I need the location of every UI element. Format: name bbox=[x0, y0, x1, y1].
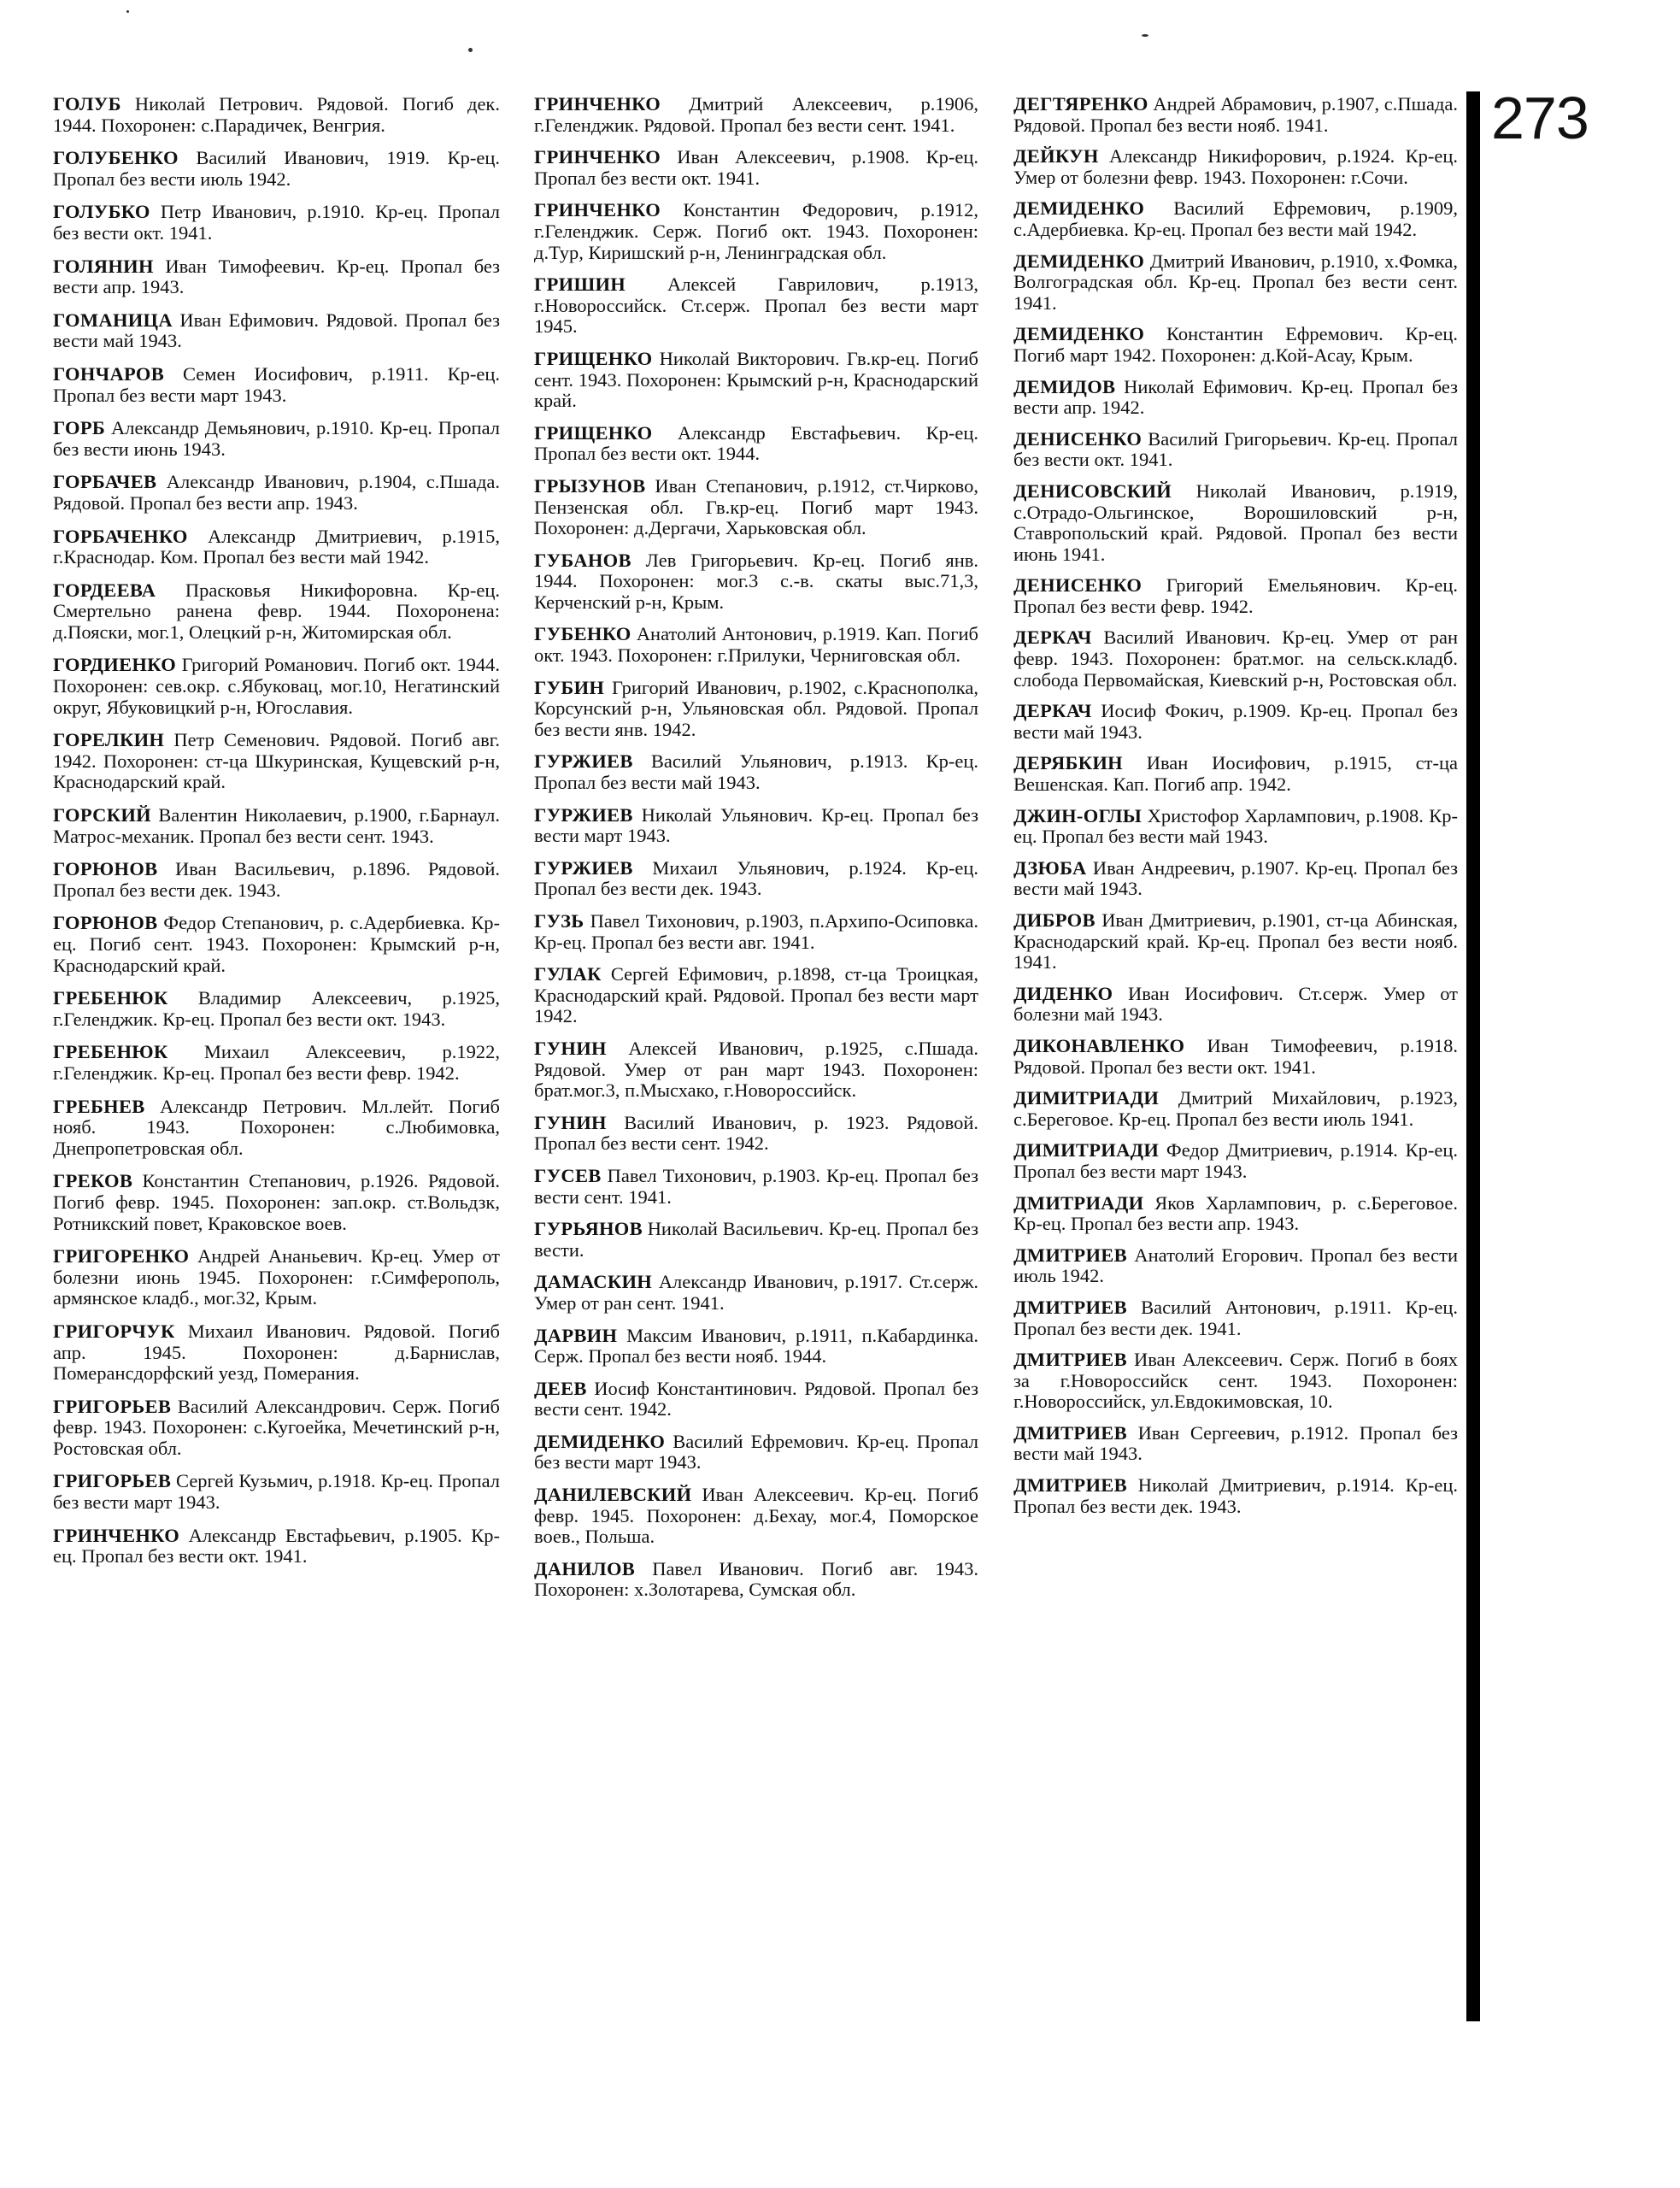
memorial-entry bbox=[534, 550, 978, 614]
memorial-entry bbox=[1013, 1350, 1458, 1413]
memorial-entry bbox=[1013, 1193, 1458, 1235]
memorial-entry bbox=[53, 526, 500, 568]
entry-details: Василий Александрович. Серж. Погиб февр. 1943. Похоронен: с.Кугоейка, Мечетинский р-н, Ростовская обл. bbox=[53, 1395, 500, 1459]
entry-details: Валентин Николаевич, р.1900, г.Барнаул. Матрос-механик. Пропал без вести сент. 1943. bbox=[53, 804, 500, 847]
memorial-entry bbox=[53, 655, 500, 718]
entry-details: Дмитрий Михайлович, р.1923, с.Береговое. Кр-ец. Пропал без вести июль 1941. bbox=[1013, 1087, 1458, 1130]
entry-surname: ГОРСКИЙ bbox=[53, 804, 151, 826]
memorial-entry bbox=[534, 751, 978, 793]
entry-surname: ДАНИЛЕВСКИЙ bbox=[534, 1484, 692, 1506]
entry-surname: ГУНИН bbox=[534, 1037, 607, 1059]
entry-surname: ГОРЮНОВ bbox=[53, 858, 158, 880]
memorial-entry bbox=[534, 911, 978, 953]
print-speck bbox=[468, 48, 473, 52]
entry-surname: ГРИЩЕНКО bbox=[534, 347, 653, 369]
memorial-entry bbox=[534, 423, 978, 465]
entry-surname: ДЕРКАЧ bbox=[1013, 700, 1092, 722]
entry-details: Семен Иосифович, р.1911. Кр-ец. Пропал без вести март 1943. bbox=[53, 362, 501, 406]
memorial-entry bbox=[1013, 575, 1458, 617]
memorial-entry bbox=[1013, 198, 1458, 240]
entry-details: Иван Иосифович, р.1915, ст-ца Вешенская. Кап. Погиб апр. 1942. bbox=[1013, 752, 1459, 796]
entry-details: Александр Дмитриевич, р.1915, г.Краснодар. Ком. Пропал без вести май 1942. bbox=[53, 525, 500, 568]
entry-surname: ДМИТРИЕВ bbox=[1013, 1296, 1127, 1318]
entry-details: Василий Ульянович, р.1913. Кр-ец. Пропал без вести май 1943. bbox=[534, 750, 978, 794]
entry-details: Федор Степанович, р. с.Адербиевка. Кр-ец. Погиб сент. 1943. Похоронен: Крымский р-н, Краснодарский край. bbox=[53, 912, 500, 976]
entry-surname: ДЕМИДЕНКО bbox=[1013, 250, 1145, 272]
entry-surname: ДЗЮБА bbox=[1013, 856, 1087, 879]
entry-surname: ГРЕБНЕВ bbox=[53, 1095, 145, 1117]
memorial-entry bbox=[53, 256, 500, 298]
memorial-entry bbox=[53, 418, 500, 460]
entry-details: Александр Иванович, р.1917. Ст.серж. Умер от ран сент. 1941. bbox=[534, 1271, 978, 1314]
entry-surname: ДИКОНАВЛЕНКО bbox=[1013, 1034, 1185, 1056]
memorial-entry bbox=[1013, 94, 1458, 136]
memorial-entry bbox=[534, 1272, 978, 1314]
entry-surname: ГРЕКОВ bbox=[53, 1170, 133, 1192]
entry-details: Александр Евстафьевич, р.1905. Кр-ец. Пропал без вести окт. 1941. bbox=[53, 1524, 500, 1567]
memorial-entry bbox=[1013, 627, 1458, 691]
entry-details: Иван Алексеевич, р.1908. Кр-ец. Пропал без вести окт. 1941. bbox=[534, 146, 979, 189]
entry-surname: ДЕМИДЕНКО bbox=[1013, 323, 1145, 345]
entry-details: Иван Алексеевич. Серж. Погиб в боях за г.Новороссийск сент. 1943. Похоронен: г.Новороссийск, ул.Евдокимовская, 10. bbox=[1013, 1349, 1458, 1413]
entry-surname: ГРИНЧЕНКО bbox=[534, 93, 661, 115]
entry-details: Иосиф Фокич, р.1909. Кр-ец. Пропал без вести май 1943. bbox=[1013, 700, 1458, 743]
entry-surname: ГУРЖИЕВ bbox=[534, 803, 633, 826]
entry-details: Иван Тимофеевич, р.1918. Рядовой. Пропал без вести окт. 1941. bbox=[1013, 1034, 1458, 1078]
entry-details: Иван Ефимович. Рядовой. Пропал без вести май 1943. bbox=[53, 309, 501, 352]
entry-details: Владимир Алексеевич, р.1925, г.Геленджик. Кр-ец. Пропал без вести окт. 1943. bbox=[53, 987, 500, 1030]
entry-surname: ДЕМИДОВ bbox=[1013, 375, 1116, 397]
entry-details: Петр Иванович, р.1910. Кр-ец. Пропал без вести окт. 1941. bbox=[53, 201, 500, 244]
entry-surname: ДЕЙКУН bbox=[1013, 145, 1099, 168]
print-speck bbox=[1142, 34, 1148, 37]
entry-details: Иван Сергеевич, р.1912. Пропал без вести май 1943. bbox=[1013, 1421, 1459, 1465]
entry-details: Александр Иванович, р.1904, с.Пшада. Рядовой. Пропал без вести апр. 1943. bbox=[53, 471, 501, 514]
entry-details: Николай Иванович, р.1919, с.Отрадо-Ольгинское, Ворошиловский р-н, Ставропольский край. Рядовой. Пропал без вести июнь 1941. bbox=[1013, 479, 1459, 565]
memorial-entry bbox=[534, 1379, 978, 1420]
memorial-entry bbox=[534, 200, 978, 263]
entry-details: Василий Иванович, 1919. Кр-ец. Пропал без вести июль 1942. bbox=[53, 147, 500, 190]
print-speck bbox=[126, 10, 129, 13]
memorial-entry bbox=[53, 1042, 500, 1084]
entry-surname: ГРИГОРЬЕВ bbox=[53, 1470, 172, 1492]
memorial-entry bbox=[1013, 1088, 1458, 1130]
memorial-entry bbox=[53, 859, 500, 901]
entry-details: Николай Ульянович. Кр-ец. Пропал без вести март 1943. bbox=[534, 803, 979, 847]
memorial-entry bbox=[53, 1171, 500, 1234]
entry-details: Христофор Харлампович, р.1908. Кр-ец. Пропал без вести май 1943. bbox=[1013, 804, 1458, 848]
entry-surname: ГРИШИН bbox=[534, 274, 626, 296]
entry-surname: ДМИТРИЕВ bbox=[1013, 1474, 1127, 1497]
entry-surname: ДЕНИСОВСКИЙ bbox=[1013, 479, 1172, 502]
memorial-entry bbox=[53, 1526, 500, 1567]
entry-details: Иван Иосифович. Ст.серж. Умер от болезни май 1943. bbox=[1013, 982, 1459, 1026]
entry-surname: ДМИТРИЕВ bbox=[1013, 1349, 1127, 1371]
memorial-entry bbox=[534, 1038, 978, 1102]
entry-details: Павел Тихонович, р.1903, п.Архипо-Осиповка. Кр-ец. Пропал без вести авг. 1941. bbox=[534, 910, 978, 953]
entry-surname: ГУНИН bbox=[534, 1111, 607, 1133]
memorial-entry bbox=[53, 913, 500, 976]
memorial-entry bbox=[1013, 1140, 1458, 1182]
entry-details: Николай Васильевич. Кр-ец. Пропал без вести. bbox=[534, 1218, 979, 1261]
memorial-entry bbox=[53, 1246, 500, 1309]
entry-surname: ГОРДИЕНКО bbox=[53, 654, 177, 676]
entry-surname: ГРИГОРЕНКО bbox=[53, 1245, 190, 1268]
entry-surname: ДЕНИСЕНКО bbox=[1013, 574, 1143, 597]
memorial-entry bbox=[1013, 1475, 1458, 1517]
memorial-entry bbox=[1013, 481, 1458, 565]
entry-details: Дмитрий Иванович, р.1910, х.Фомка, Волгоградская обл. Кр-ец. Пропал без вести сент. 1941. bbox=[1013, 250, 1458, 314]
memorial-entry bbox=[53, 730, 500, 793]
memorial-entry bbox=[1013, 1036, 1458, 1078]
memorial-entry bbox=[1013, 910, 1458, 973]
memorial-entry bbox=[53, 310, 500, 352]
memorial-entry bbox=[1013, 429, 1458, 471]
memorial-entry bbox=[1013, 251, 1458, 315]
entry-surname: ГОМАНИЦА bbox=[53, 309, 173, 331]
memorial-entry bbox=[534, 805, 978, 847]
entry-details: Федор Дмитриевич, р.1914. Кр-ец. Пропал без вести март 1943. bbox=[1013, 1139, 1459, 1182]
entry-details: Андрей Абрамович, р.1907, с.Пшада. Рядовой. Пропал без вести нояб. 1941. bbox=[1013, 93, 1459, 136]
entry-surname: ГУСЕВ bbox=[534, 1164, 602, 1186]
column-2 bbox=[534, 94, 978, 1612]
entry-details: Павел Иванович. Погиб авг. 1943. Похоронен: х.Золотарева, Сумская обл. bbox=[534, 1557, 979, 1601]
entry-surname: ГУРЬЯНОВ bbox=[534, 1218, 643, 1240]
memorial-entry bbox=[534, 147, 978, 189]
entry-surname: ГРЕБЕНЮК bbox=[53, 1041, 168, 1063]
entry-surname: ГОРБАЧЕНКО bbox=[53, 525, 188, 547]
memorial-entry bbox=[534, 274, 978, 338]
memorial-entry bbox=[534, 1559, 978, 1601]
entry-surname: ГОЛУБКО bbox=[53, 201, 150, 223]
entry-details: Алексей Гаврилович, р.1913, г.Новороссийск. Ст.серж. Пропал без вести март 1945. bbox=[534, 274, 978, 338]
entry-details: Иосиф Константинович. Рядовой. Пропал без вести сент. 1942. bbox=[534, 1377, 978, 1420]
entry-surname: ДАМАСКИН bbox=[534, 1271, 653, 1293]
entry-details: Михаил Ульянович, р.1924. Кр-ец. Пропал без вести дек. 1943. bbox=[534, 856, 978, 900]
entry-surname: ДЕЕВ bbox=[534, 1377, 587, 1399]
entry-surname: ДЕРКАЧ bbox=[1013, 626, 1092, 649]
memorial-entry bbox=[534, 476, 978, 539]
entry-details: Григорий Емельянович. Кр-ец. Пропал без вести февр. 1942. bbox=[1013, 574, 1458, 617]
memorial-entry bbox=[1013, 701, 1458, 743]
memorial-entry bbox=[1013, 753, 1458, 795]
memorial-entry bbox=[534, 1166, 978, 1208]
entry-surname: ДИМИТРИАДИ bbox=[1013, 1087, 1160, 1109]
entry-surname: ДМИТРИЕВ bbox=[1013, 1421, 1127, 1444]
entry-details: Иван Тимофеевич. Кр-ец. Пропал без вести апр. 1943. bbox=[53, 255, 500, 298]
entry-details: Иван Дмитриевич, р.1901, ст-ца Абинская, Краснодарский край. Кр-ец. Пропал без вести нояб. 1941. bbox=[1013, 909, 1458, 973]
entry-surname: ГУРЖИЕВ bbox=[534, 856, 633, 879]
memorial-entry bbox=[1013, 146, 1458, 188]
entry-surname: ГРИНЧЕНКО bbox=[534, 199, 661, 221]
entry-surname: ДЕНИСЕНКО bbox=[1013, 427, 1143, 450]
entry-surname: ГУБАНОВ bbox=[534, 549, 631, 571]
entry-details: Дмитрий Алексеевич, р.1906, г.Геленджик. Рядовой. Пропал без вести сент. 1941. bbox=[534, 93, 978, 136]
entry-details: Василий Иванович, р. 1923. Рядовой. Пропал без вести сент. 1942. bbox=[534, 1111, 978, 1155]
memorial-entry bbox=[53, 1397, 500, 1460]
entry-surname: ГРИГОРЬЕВ bbox=[53, 1395, 172, 1417]
entry-details: Анатолий Егорович. Пропал без вести июль 1942. bbox=[1013, 1244, 1459, 1287]
memorial-entry bbox=[53, 202, 500, 244]
memorial-entry bbox=[53, 148, 500, 190]
entry-surname: ГУЗЬ bbox=[534, 910, 584, 932]
entry-details: Василий Иванович. Кр-ец. Умер от ран февр. 1943. Похоронен: брат.мог. на сельск.кладб. слобода Первомайская, Киевский р-н, Ростовская обл. bbox=[1013, 626, 1459, 691]
entry-details: Андрей Ананьевич. Кр-ец. Умер от болезни июнь 1945. Похоронен: г.Симферополь, армянское кладб., мог.32, Крым. bbox=[53, 1245, 500, 1309]
entry-surname: ГУРЖИЕВ bbox=[534, 750, 633, 773]
entry-details: Александр Демьянович, р.1910. Кр-ец. Пропал без вести июнь 1943. bbox=[53, 417, 501, 460]
entry-details: Александр Никифорович, р.1924. Кр-ец. Умер от болезни февр. 1943. Похоронен: г.Сочи. bbox=[1013, 145, 1459, 188]
entry-surname: ГОРБАЧЕВ bbox=[53, 471, 157, 493]
entry-surname: ГОНЧАРОВ bbox=[53, 362, 165, 385]
memorial-entry bbox=[53, 988, 500, 1030]
entry-surname: ГОЛЯНИН bbox=[53, 255, 154, 277]
entry-surname: ГРИГОРЧУК bbox=[53, 1320, 175, 1342]
entry-details: Анатолий Антонович, р.1919. Кап. Погиб окт. 1943. Похоронен: г.Прилуки, Черниговская обл. bbox=[534, 623, 978, 667]
memorial-entry bbox=[534, 94, 978, 136]
memorial-entry bbox=[53, 805, 500, 847]
entry-surname: ГРИНЧЕНКО bbox=[53, 1524, 180, 1546]
memorial-entry bbox=[534, 1485, 978, 1548]
memorial-entry bbox=[534, 964, 978, 1027]
entry-details: Григорий Иванович, р.1902, с.Краснополка, Корсунский р-н, Ульяновская обл. Рядовой. Пропал без вести янв. 1942. bbox=[534, 676, 978, 740]
memorial-entry bbox=[53, 580, 500, 644]
entry-details: Максим Иванович, р.1911, п.Кабардинка. Серж. Пропал без вести нояб. 1944. bbox=[534, 1324, 978, 1368]
entry-details: Василий Ефремович. Кр-ец. Пропал без вести март 1943. bbox=[534, 1430, 978, 1473]
memorial-entry bbox=[534, 1219, 978, 1261]
memorial-entry bbox=[534, 678, 978, 741]
entry-surname: ДЕРЯБКИН bbox=[1013, 752, 1123, 774]
entry-details: Иван Алексеевич. Кр-ец. Погиб февр. 1945. Похоронен: д.Бехау, мог.4, Поморское воев., Польша. bbox=[534, 1484, 979, 1548]
memorial-entry bbox=[534, 1113, 978, 1155]
entry-details: Константин Степанович, р.1926. Рядовой. Погиб февр. 1945. Похоронен: зап.окр. ст.Вольдзк, Ротникский повет, Краковское воев. bbox=[53, 1170, 500, 1234]
memorial-entry bbox=[1013, 1423, 1458, 1465]
entry-surname: ГОРДЕЕВА bbox=[53, 579, 156, 601]
entry-surname: ГОРБ bbox=[53, 417, 106, 439]
memorial-entry bbox=[534, 349, 978, 412]
entry-details: Лев Григорьевич. Кр-ец. Погиб янв. 1944. Похоронен: мог.3 с.-в. скаты выс.71,3, Керченский р-н, Крым. bbox=[534, 549, 978, 613]
column-1 bbox=[53, 94, 500, 1579]
entry-details: Николай Викторович. Гв.кр-ец. Погиб сент. 1943. Похоронен: Крымский р-н, Краснодарский край. bbox=[534, 347, 978, 412]
entry-surname: ГОРЮНОВ bbox=[53, 912, 158, 934]
memorial-entry bbox=[53, 364, 500, 406]
entry-surname: ГОРЕЛКИН bbox=[53, 729, 165, 751]
memorial-entry bbox=[1013, 858, 1458, 900]
memorial-entry bbox=[534, 1432, 978, 1473]
entry-surname: ГОЛУБЕНКО bbox=[53, 147, 179, 169]
entry-surname: ДМИТРИАДИ bbox=[1013, 1191, 1144, 1214]
entry-surname: ГУЛАК bbox=[534, 963, 602, 985]
entry-details: Николай Дмитриевич, р.1914. Кр-ец. Пропал без вести дек. 1943. bbox=[1013, 1474, 1458, 1517]
memorial-entry bbox=[1013, 806, 1458, 848]
memorial-entry bbox=[1013, 377, 1458, 419]
entry-details: Григорий Романович. Погиб окт. 1944. Похоронен: сев.окр. с.Ябуковац, мог.10, Негатинский округ, Ябуковицкий р-н, Югославия. bbox=[53, 654, 500, 718]
entry-surname: ДЕМИДЕНКО bbox=[534, 1430, 666, 1452]
memorial-entry bbox=[53, 1471, 500, 1513]
entry-details: Василий Антонович, р.1911. Кр-ец. Пропал без вести дек. 1941. bbox=[1013, 1296, 1459, 1339]
memorial-entry bbox=[1013, 984, 1458, 1026]
entry-details: Михаил Иванович. Рядовой. Погиб апр. 1945. Похоронен: д.Барнислав, Померансдорфский уезд, Померания. bbox=[53, 1320, 500, 1385]
entry-surname: ДАНИЛОВ bbox=[534, 1557, 636, 1579]
entry-details: Александр Евстафьевич. Кр-ец. Пропал без вести окт. 1944. bbox=[534, 421, 978, 465]
entry-surname: ДЖИН-ОГЛЫ bbox=[1013, 804, 1143, 826]
memorial-entry bbox=[53, 1321, 500, 1385]
memorial-entry bbox=[534, 1326, 978, 1368]
memorial-entry bbox=[1013, 1245, 1458, 1287]
memorial-entry bbox=[534, 858, 978, 900]
page-number: 273 bbox=[1491, 85, 1589, 151]
memorial-entry bbox=[534, 624, 978, 666]
entry-details: Александр Петрович. Мл.лейт. Погиб нояб. 1943. Похоронен: с.Любимовка, Днепропетровская обл. bbox=[53, 1095, 500, 1159]
entry-details: Сергей Кузьмич, р.1918. Кр-ец. Пропал без вести март 1943. bbox=[53, 1470, 500, 1514]
entry-surname: ГРЕБЕНЮК bbox=[53, 987, 168, 1009]
entry-details: Яков Харлампович, р. с.Береговое. Кр-ец. Пропал без вести апр. 1943. bbox=[1013, 1191, 1458, 1235]
entry-details: Петр Семенович. Рядовой. Погиб авг. 1942. Похоронен: ст-ца Шкуринская, Кущевский р-н, Краснодарский край. bbox=[53, 729, 501, 793]
entry-details: Алексей Иванович, р.1925, с.Пшада. Рядовой. Умер от ран март 1943. Похоронен: брат.мог.3, п.Мысхако, г.Новороссийск. bbox=[534, 1037, 978, 1102]
entry-details: Василий Ефремович, р.1909, с.Адербиевка. Кр-ец. Пропал без вести май 1942. bbox=[1013, 197, 1458, 240]
memorial-entry bbox=[1013, 1297, 1458, 1339]
entry-surname: ГУБЕНКО bbox=[534, 623, 631, 645]
entry-surname: ДМИТРИЕВ bbox=[1013, 1244, 1127, 1266]
entry-surname: ДАРВИН bbox=[534, 1324, 618, 1346]
entry-surname: ГОЛУБ bbox=[53, 93, 121, 115]
entry-details: Константин Ефремович. Кр-ец. Погиб март 1942. Похоронен: д.Кой-Асау, Крым. bbox=[1013, 323, 1458, 366]
entry-surname: ГРИЩЕНКО bbox=[534, 421, 653, 444]
entry-surname: ДИБРОВ bbox=[1013, 909, 1096, 931]
entry-details: Михаил Алексеевич, р.1922, г.Геленджик. Кр-ец. Пропал без вести февр. 1942. bbox=[53, 1041, 500, 1084]
entry-surname: ДИДЕНКО bbox=[1013, 982, 1113, 1004]
entry-surname: ДЕГТЯРЕНКО bbox=[1013, 93, 1148, 115]
memorial-entry bbox=[53, 472, 500, 514]
memorial-entry bbox=[1013, 324, 1458, 366]
entry-details: Павел Тихонович, р.1903. Кр-ец. Пропал без вести сент. 1941. bbox=[534, 1164, 978, 1208]
entry-surname: ГРИНЧЕНКО bbox=[534, 146, 661, 168]
entry-details: Иван Андреевич, р.1907. Кр-ец. Пропал без вести май 1943. bbox=[1013, 856, 1459, 900]
entry-surname: ГУБИН bbox=[534, 676, 605, 698]
page-edge-bar bbox=[1466, 91, 1480, 2021]
memorial-entry bbox=[53, 94, 500, 136]
entry-details: Сергей Ефимович, р.1898, ст-ца Троицкая, Краснодарский край. Рядовой. Пропал без вести март 1942. bbox=[534, 963, 979, 1027]
entry-details: Иван Васильевич, р.1896. Рядовой. Пропал без вести дек. 1943. bbox=[53, 858, 500, 901]
entry-details: Николай Петрович. Рядовой. Погиб дек. 1944. Похоронен: с.Парадичек, Венгрия. bbox=[53, 93, 500, 136]
memorial-entry bbox=[53, 1097, 500, 1160]
column-3 bbox=[1013, 94, 1458, 1527]
entry-surname: ДИМИТРИАДИ bbox=[1013, 1139, 1160, 1162]
entry-details: Прасковья Никифоровна. Кр-ец. Смертельно ранена февр. 1944. Похоронена: д.Пояски, мог.1, Олецкий р-н, Житомирская обл. bbox=[53, 579, 501, 643]
entry-details: Константин Федорович, р.1912, г.Геленджик. Серж. Погиб окт. 1943. Похоронен: д.Тур, Киришский р-н, Ленинградская обл. bbox=[534, 199, 979, 263]
entry-surname: ДЕМИДЕНКО bbox=[1013, 197, 1145, 220]
entry-surname: ГРЫЗУНОВ bbox=[534, 474, 646, 497]
entry-details: Иван Степанович, р.1912, ст.Чирково, Пензенская обл. Гв.кр-ец. Погиб март 1943. Похоронен: д.Дергачи, Харьковская обл. bbox=[534, 474, 978, 539]
entry-details: Василий Григорьевич. Кр-ец. Пропал без вести окт. 1941. bbox=[1013, 427, 1459, 471]
entry-details: Николай Ефимович. Кр-ец. Пропал без вести апр. 1942. bbox=[1013, 375, 1459, 419]
